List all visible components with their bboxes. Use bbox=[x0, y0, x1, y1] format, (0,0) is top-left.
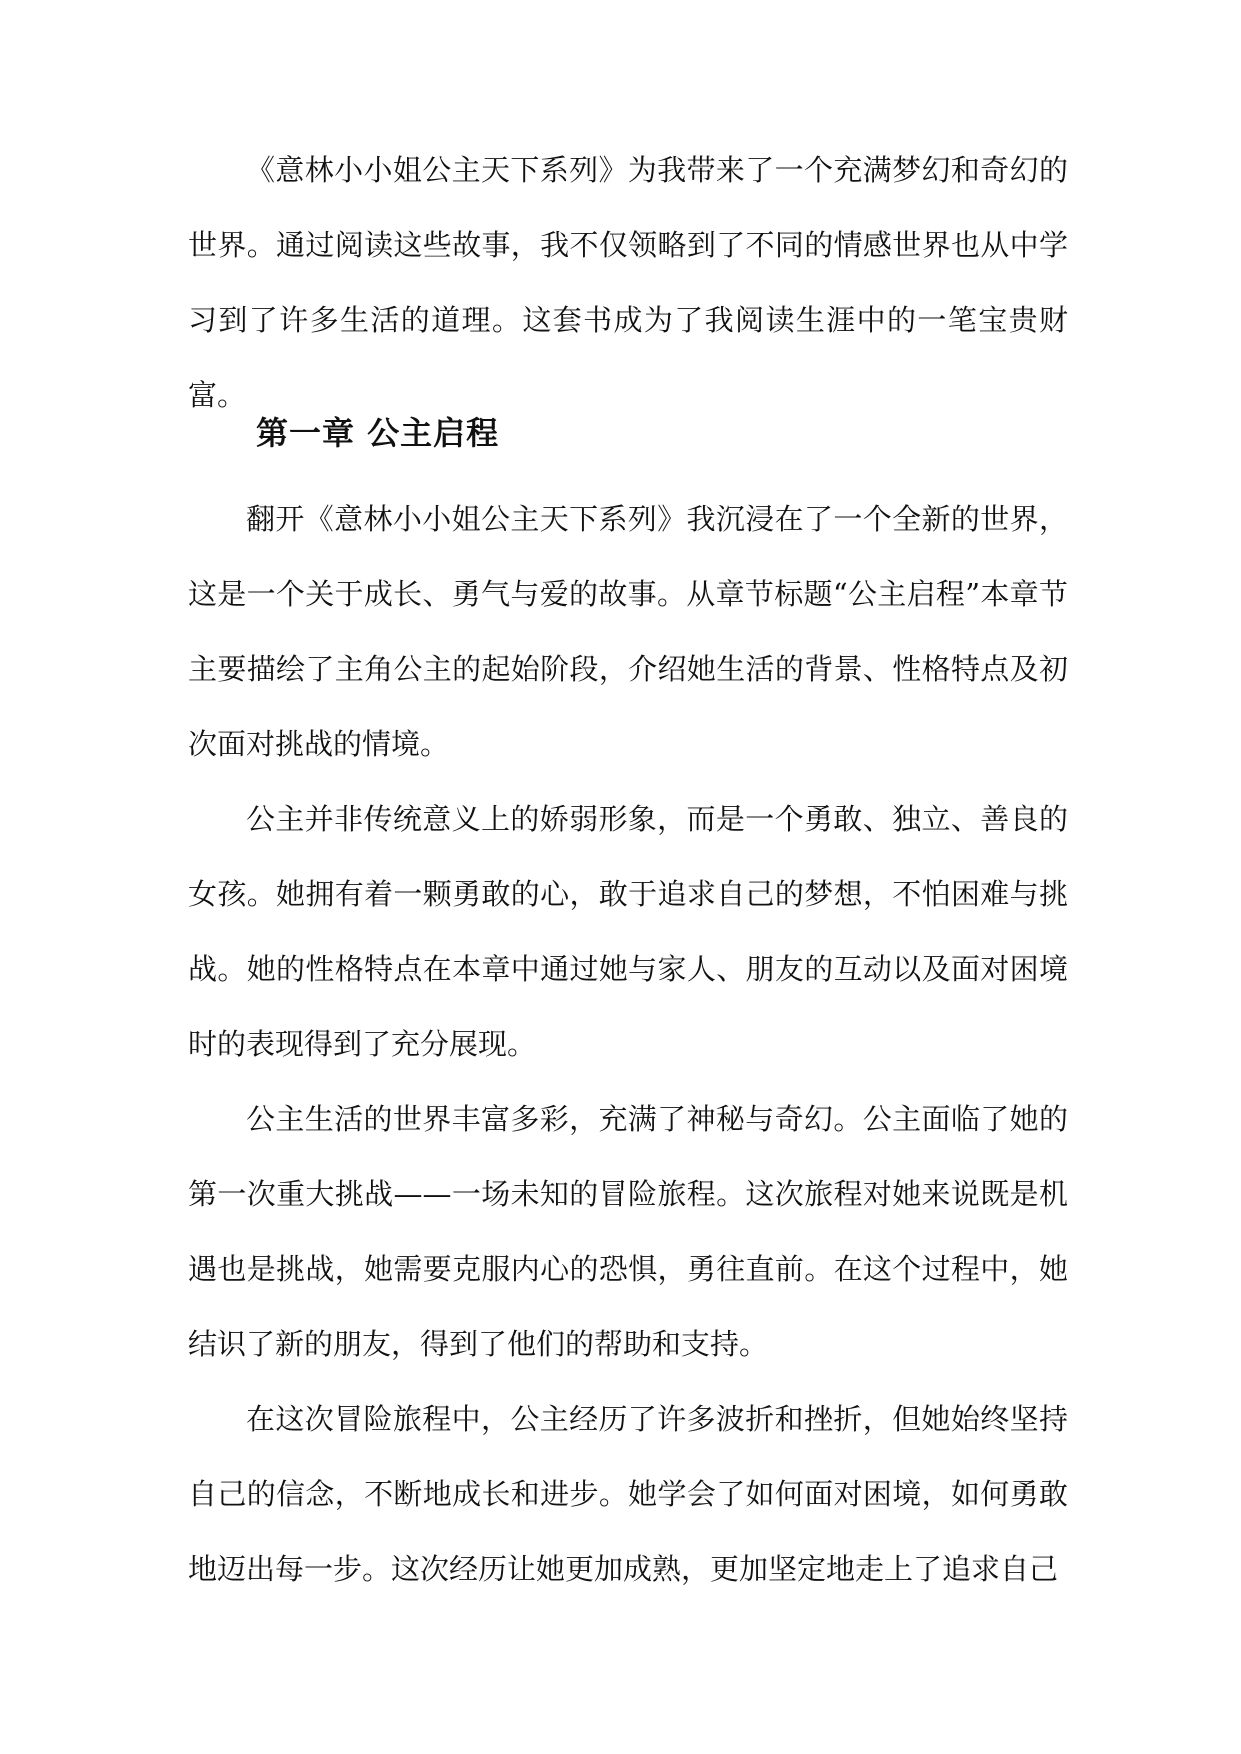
chapter-body bbox=[188, 482, 1068, 1607]
intro-section bbox=[188, 133, 1068, 433]
paragraph: 公主并非传统意义上的娇弱形象，而是一个勇敢、独立、善良的女孩。她拥有着一颗勇敢的心，敢于追求自己的梦想，不怕困难与挑战。她的性格特点在本章中通过她与家人、朋友的互动以及面对困境时的表现得到了充分展现。 bbox=[188, 802, 1068, 1061]
intro-paragraph: 《意林小小姐公主天下系列》为我带来了一个充满梦幻和奇幻的世界。通过阅读这些故事，我不仅领略到了不同的情感世界也从中学习到了许多生活的道理。这套书成为了我阅读生涯中的一笔宝贵财富。 bbox=[188, 153, 1068, 412]
paragraph: 公主生活的世界丰富多彩，充满了神秘与奇幻。公主面临了她的第一次重大挑战——一场未知的冒险旅程。这次旅程对她来说既是机遇也是挑战，她需要克服内心的恐惧，勇往直前。在这个过程中，她结识了新的朋友，得到了他们的帮助和支持。 bbox=[188, 1102, 1068, 1361]
chapter-heading: 第一章 公主启程 bbox=[256, 414, 500, 452]
paragraph: 翻开《意林小小姐公主天下系列》我沉浸在了一个全新的世界，这是一个关于成长、勇气与爱的故事。从章节标题“公主启程”本章节主要描绘了主角公主的起始阶段，介绍她生活的背景、性格特点及初次面对挑战的情境。 bbox=[188, 502, 1068, 761]
paragraph: 在这次冒险旅程中，公主经历了许多波折和挫折，但她始终坚持自己的信念，不断地成长和进步。她学会了如何面对困境，如何勇敢地迈出每一步。这次经历让她更加成熟，更加坚定地走上了追求自己 bbox=[188, 1402, 1068, 1586]
